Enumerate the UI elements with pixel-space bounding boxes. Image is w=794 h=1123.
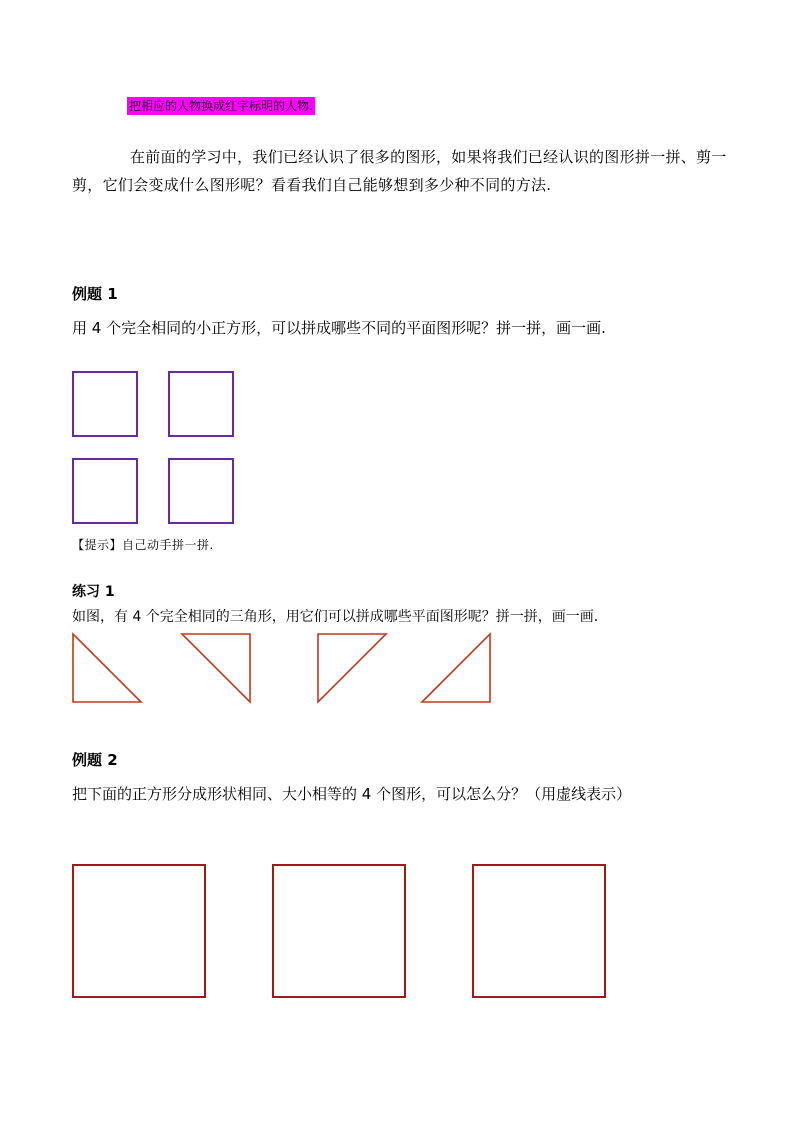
highlighted-note: 把相应的人物换成红字标明的人物. — [129, 99, 313, 113]
small-square-3 — [72, 458, 138, 524]
big-square-3 — [472, 864, 606, 998]
intro-paragraph: 在前面的学习中，我们已经认识了很多的图形，如果将我们已经认识的图形拼一拼、剪一剪，它们会变成什么图形呢？看看我们自己能够想到多少种不同的方法. — [72, 148, 727, 194]
example-2-question: 把下面的正方形分成形状相同、大小相等的 4 个图形，可以怎么分？（用虚线表示） — [72, 785, 632, 803]
practice-1-title: 练习 1 — [72, 584, 115, 600]
triangle-3 — [317, 633, 387, 703]
practice-1-question: 如图，有 4 个完全相同的三角形，用它们可以拼成哪些平面图形呢？拼一拼，画一画. — [72, 609, 599, 625]
triangle-2 — [181, 633, 251, 703]
example-1-question: 用 4 个完全相同的小正方形，可以拼成哪些不同的平面图形呢？拼一拼，画一画. — [72, 319, 606, 337]
small-square-1 — [72, 371, 138, 437]
small-square-2 — [168, 371, 234, 437]
big-square-2 — [272, 864, 406, 998]
big-square-1 — [72, 864, 206, 998]
triangle-4 — [421, 633, 491, 703]
example-1-title: 例题 1 — [72, 285, 118, 303]
example-2-title: 例题 2 — [72, 751, 118, 769]
triangle-1 — [72, 633, 142, 703]
small-square-4 — [168, 458, 234, 524]
example-1-hint: 【提示】自己动手拼一拼. — [72, 538, 214, 552]
